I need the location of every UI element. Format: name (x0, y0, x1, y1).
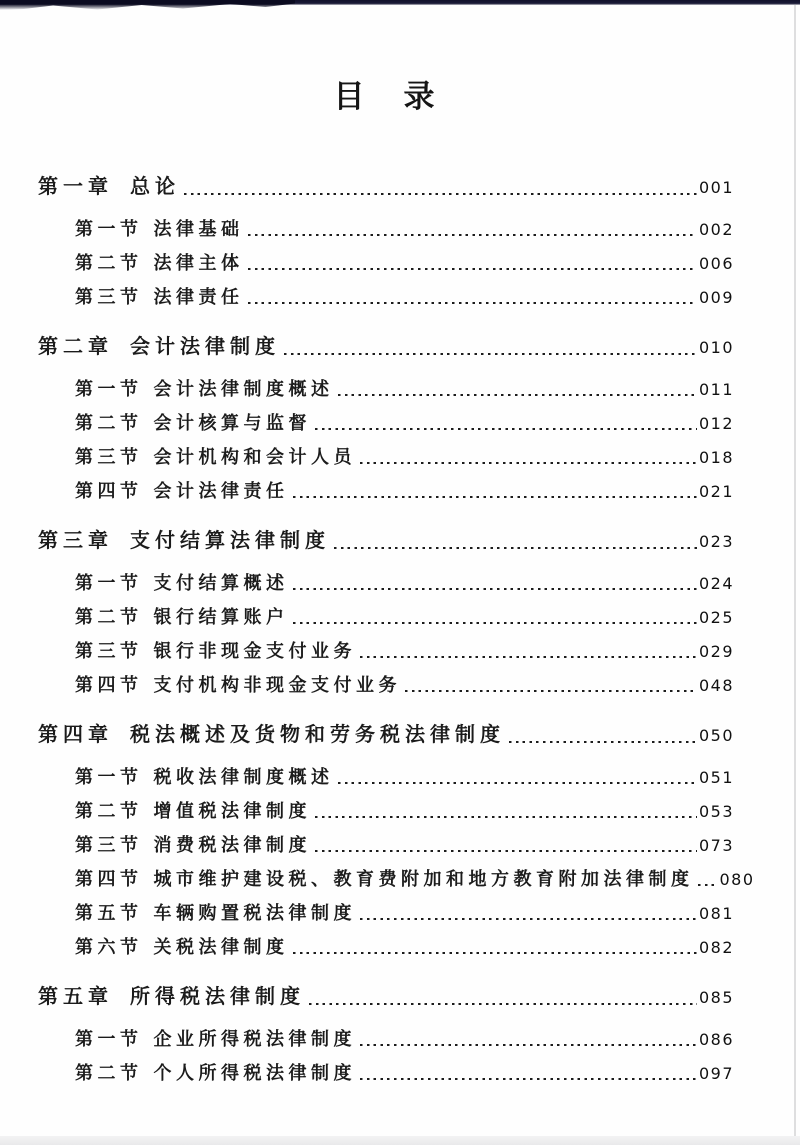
section-title: 法律责任 (153, 287, 244, 307)
section-label: 第一节 (75, 1029, 143, 1049)
toc-chapter-row (38, 985, 734, 1010)
dot-leader (509, 741, 697, 744)
section-page-number: 021 (698, 482, 734, 501)
section-title: 会计机构和会计人员 (153, 447, 356, 467)
chapter-page-number: 023 (698, 532, 734, 551)
section-title: 车辆购置税法律制度 (153, 903, 356, 923)
toc-section-row (38, 1062, 734, 1085)
toc-section-row (38, 218, 734, 241)
chapter-title: 支付结算法律制度 (130, 530, 330, 552)
toc-chapter-row (38, 529, 734, 554)
section-label: 第五节 (75, 903, 143, 923)
page-title: 目 录 (333, 79, 439, 114)
section-label: 第四节 (75, 675, 143, 695)
section-label: 第六节 (75, 937, 143, 957)
section-label: 第一节 (75, 379, 143, 399)
dot-leader (405, 690, 697, 693)
chapter-label: 第二章 (38, 336, 113, 358)
chapter-label: 第三章 (38, 530, 113, 552)
section-title: 增值税法律制度 (153, 801, 311, 821)
section-title: 税收法律制度概述 (153, 767, 334, 787)
section-label: 第二节 (75, 413, 143, 433)
scan-edge-bottom (0, 1136, 800, 1145)
chapter-page-number: 010 (698, 338, 734, 357)
dot-leader (698, 884, 718, 887)
section-page-number: 012 (698, 414, 734, 433)
section-page-number: 080 (719, 870, 755, 889)
dot-leader (293, 952, 697, 955)
chapter-title: 会计法律制度 (130, 336, 280, 358)
section-page-number: 011 (698, 380, 734, 399)
section-title: 会计核算与监督 (153, 413, 311, 433)
dot-leader (248, 302, 697, 305)
dot-leader (360, 1044, 697, 1047)
dot-leader (360, 918, 697, 921)
section-page-number: 025 (698, 608, 734, 627)
toc-section-row (38, 378, 734, 401)
section-title: 关税法律制度 (153, 937, 289, 957)
toc-section-row (38, 868, 755, 891)
toc-section-row (38, 606, 734, 629)
section-title: 个人所得税法律制度 (153, 1063, 356, 1083)
section-label: 第三节 (75, 447, 143, 467)
section-page-number: 081 (698, 904, 734, 923)
toc-section-row (38, 252, 734, 275)
section-title: 企业所得税法律制度 (153, 1029, 356, 1049)
dot-leader (338, 782, 697, 785)
chapter-page-number: 050 (698, 726, 734, 745)
section-page-number: 048 (698, 676, 734, 695)
dot-leader (293, 622, 697, 625)
section-label: 第三节 (75, 287, 143, 307)
section-label: 第四节 (75, 869, 143, 889)
chapter-block (38, 335, 734, 503)
dot-leader (184, 193, 697, 196)
chapter-block (38, 529, 734, 697)
toc-section-row (38, 902, 734, 925)
section-page-number: 018 (698, 448, 734, 467)
dot-leader (284, 353, 697, 356)
section-label: 第一节 (75, 219, 143, 239)
section-title: 支付结算概述 (153, 573, 289, 593)
section-title: 会计法律责任 (153, 481, 289, 501)
section-label: 第四节 (75, 481, 143, 501)
section-label: 第二节 (75, 253, 143, 273)
dot-leader (293, 588, 697, 591)
section-title: 消费税法律制度 (153, 835, 311, 855)
section-page-number: 006 (698, 254, 734, 273)
section-title: 会计法律制度概述 (153, 379, 334, 399)
dot-leader (248, 234, 697, 237)
dot-leader (315, 850, 697, 853)
toc-section-row (38, 572, 734, 595)
toc-section-row (38, 480, 734, 503)
toc-chapter-row (38, 723, 734, 748)
section-label: 第二节 (75, 1063, 143, 1083)
dot-leader (309, 1003, 697, 1006)
dot-leader (338, 394, 697, 397)
chapter-label: 第五章 (38, 986, 113, 1008)
section-page-number: 009 (698, 288, 734, 307)
dot-leader (334, 547, 697, 550)
section-title: 城市维护建设税、教育费附加和地方教育附加法律制度 (153, 869, 694, 889)
toc-section-row (38, 1028, 734, 1051)
section-page-number: 053 (698, 802, 734, 821)
section-page-number: 002 (698, 220, 734, 239)
chapter-page-number: 001 (698, 178, 734, 197)
section-title: 支付机构非现金支付业务 (153, 675, 401, 695)
chapter-block (38, 723, 755, 959)
toc-chapter-row (38, 175, 734, 200)
section-page-number: 051 (698, 768, 734, 787)
section-page-number: 029 (698, 642, 734, 661)
scan-edge-right-line (794, 5, 796, 1138)
chapter-page-number: 085 (698, 988, 734, 1007)
chapter-title: 税法概述及货物和劳务税法律制度 (130, 724, 505, 746)
section-label: 第一节 (75, 573, 143, 593)
dot-leader (315, 428, 697, 431)
section-page-number: 097 (698, 1064, 734, 1083)
toc-section-row (38, 766, 734, 789)
section-page-number: 086 (698, 1030, 734, 1049)
section-label: 第三节 (75, 641, 143, 661)
dot-leader (360, 1078, 697, 1081)
dot-leader (248, 268, 697, 271)
toc-section-row (38, 834, 734, 857)
toc-section-row (38, 640, 734, 663)
section-label: 第二节 (75, 607, 143, 627)
chapter-label: 第四章 (38, 724, 113, 746)
toc-section-row (38, 936, 734, 959)
section-label: 第二节 (75, 801, 143, 821)
dot-leader (360, 462, 697, 465)
section-page-number: 073 (698, 836, 734, 855)
section-title: 银行结算账户 (153, 607, 289, 627)
toc-section-row (38, 800, 734, 823)
dot-leader (315, 816, 697, 819)
section-title: 银行非现金支付业务 (153, 641, 356, 661)
chapter-block (38, 175, 734, 309)
section-title: 法律主体 (153, 253, 244, 273)
section-label: 第一节 (75, 767, 143, 787)
chapter-title: 总论 (130, 176, 180, 198)
dot-leader (360, 656, 697, 659)
section-page-number: 082 (698, 938, 734, 957)
chapter-label: 第一章 (38, 176, 113, 198)
section-title: 法律基础 (153, 219, 244, 239)
toc-section-row (38, 412, 734, 435)
toc-section-row (38, 446, 734, 469)
dot-leader (293, 496, 697, 499)
toc-chapter-row (38, 335, 734, 360)
chapter-title: 所得税法律制度 (130, 986, 305, 1008)
section-label: 第三节 (75, 835, 143, 855)
table-of-contents (38, 0, 755, 1085)
toc-section-row (38, 674, 734, 697)
section-page-number: 024 (698, 574, 734, 593)
chapter-block (38, 985, 734, 1085)
toc-section-row (38, 286, 734, 309)
